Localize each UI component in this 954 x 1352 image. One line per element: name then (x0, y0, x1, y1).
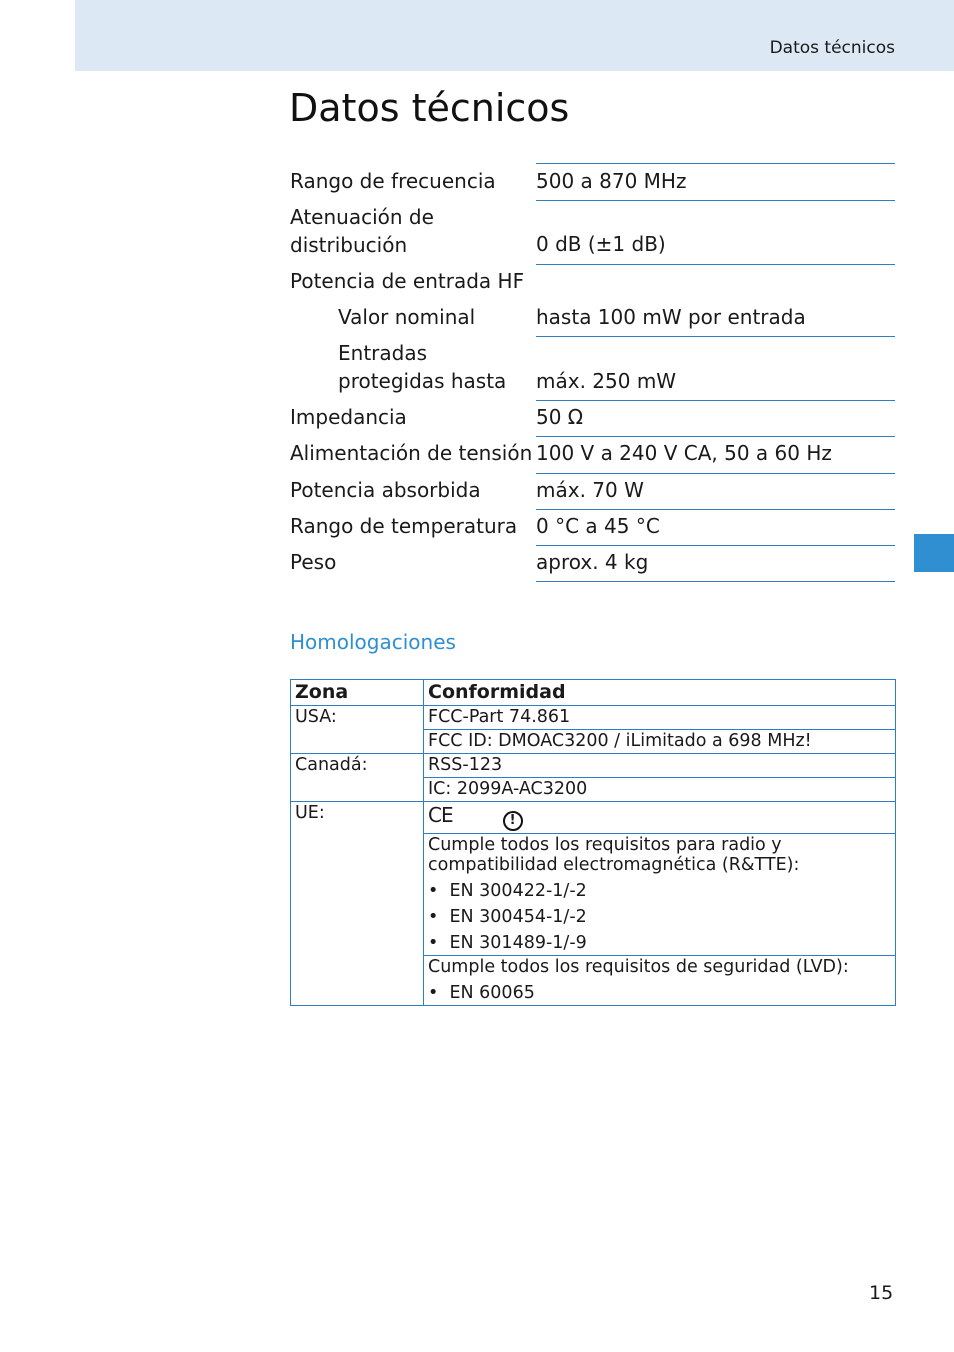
list-item: • EN 301489-1/-9 (428, 933, 587, 953)
divider (536, 509, 895, 510)
page-number: 15 (869, 1282, 894, 1304)
spec-value: 50 Ω (536, 405, 584, 429)
divider (536, 545, 895, 546)
conformity-cell: FCC ID: DMOAC3200 / iLimitado a 698 MHz! (424, 730, 896, 754)
zone-cell: USA: (291, 706, 424, 754)
homologations-table (290, 679, 896, 1006)
conformity-cell (424, 956, 896, 1006)
conformity-marks-cell (424, 802, 896, 834)
table-row (291, 802, 896, 834)
alert-class-icon: ! (503, 811, 523, 831)
list-item: • EN 60065 (428, 983, 535, 1003)
divider (536, 163, 895, 164)
divider (536, 436, 895, 437)
ce-mark-icon: CE (428, 803, 453, 827)
list-item: • EN 300422-1/-2 (428, 881, 587, 901)
spec-value: 500 a 870 MHz (536, 169, 687, 193)
spec-value: aprox. 4 kg (536, 550, 649, 574)
conformity-cell: IC: 2099A-AC3200 (424, 778, 896, 802)
divider (536, 336, 895, 337)
spec-value: 100 V a 240 V CA, 50 a 60 Hz (536, 441, 832, 465)
divider (536, 581, 895, 582)
conformity-cell: FCC-Part 74.861 (424, 706, 896, 730)
spec-value: máx. 70 W (536, 478, 644, 502)
column-header-conformity: Conformidad (424, 680, 896, 706)
section-heading: Homologaciones (290, 630, 456, 654)
divider (536, 264, 895, 265)
spec-value: 0 °C a 45 °C (536, 514, 660, 538)
table-header-row (291, 680, 896, 706)
spec-label: Peso (290, 550, 337, 574)
divider (536, 473, 895, 474)
zone-cell: Canadá: (291, 754, 424, 802)
chapter-tab-marker (914, 534, 954, 572)
list-item: • EN 300454-1/-2 (428, 907, 587, 927)
spec-label: Entradas protegidas hasta (338, 341, 507, 393)
spec-label: Potencia de entrada HF (290, 269, 525, 293)
conformity-cell: RSS-123 (424, 754, 896, 778)
spec-label: Atenuación de distribución (290, 205, 434, 257)
spec-label: Alimentación de tensión (290, 441, 533, 465)
conformity-cell (424, 834, 896, 956)
divider (536, 400, 895, 401)
table-row (291, 706, 896, 730)
spec-value: hasta 100 mW por entrada (536, 305, 806, 329)
divider (536, 200, 895, 201)
page-title: Datos técnicos (289, 86, 570, 130)
column-header-zone: Zona (291, 680, 424, 706)
spec-label: Impedancia (290, 405, 407, 429)
spec-value: 0 dB (±1 dB) (536, 232, 666, 256)
table-row (291, 754, 896, 778)
rtte-text: Cumple todos los requisitos para radio y compatibilidad electromagnética (R&TTE): (428, 835, 800, 875)
spec-label: Rango de frecuencia (290, 169, 496, 193)
running-header: Datos técnicos (769, 38, 895, 58)
spec-value: máx. 250 mW (536, 369, 677, 393)
spec-label: Rango de temperatura (290, 514, 518, 538)
zone-cell: UE: (291, 802, 424, 1006)
lvd-text: Cumple todos los requisitos de seguridad (LVD): (428, 957, 849, 977)
header-band (75, 0, 954, 71)
spec-label: Potencia absorbida (290, 478, 481, 502)
spec-label: Valor nominal (338, 305, 476, 329)
